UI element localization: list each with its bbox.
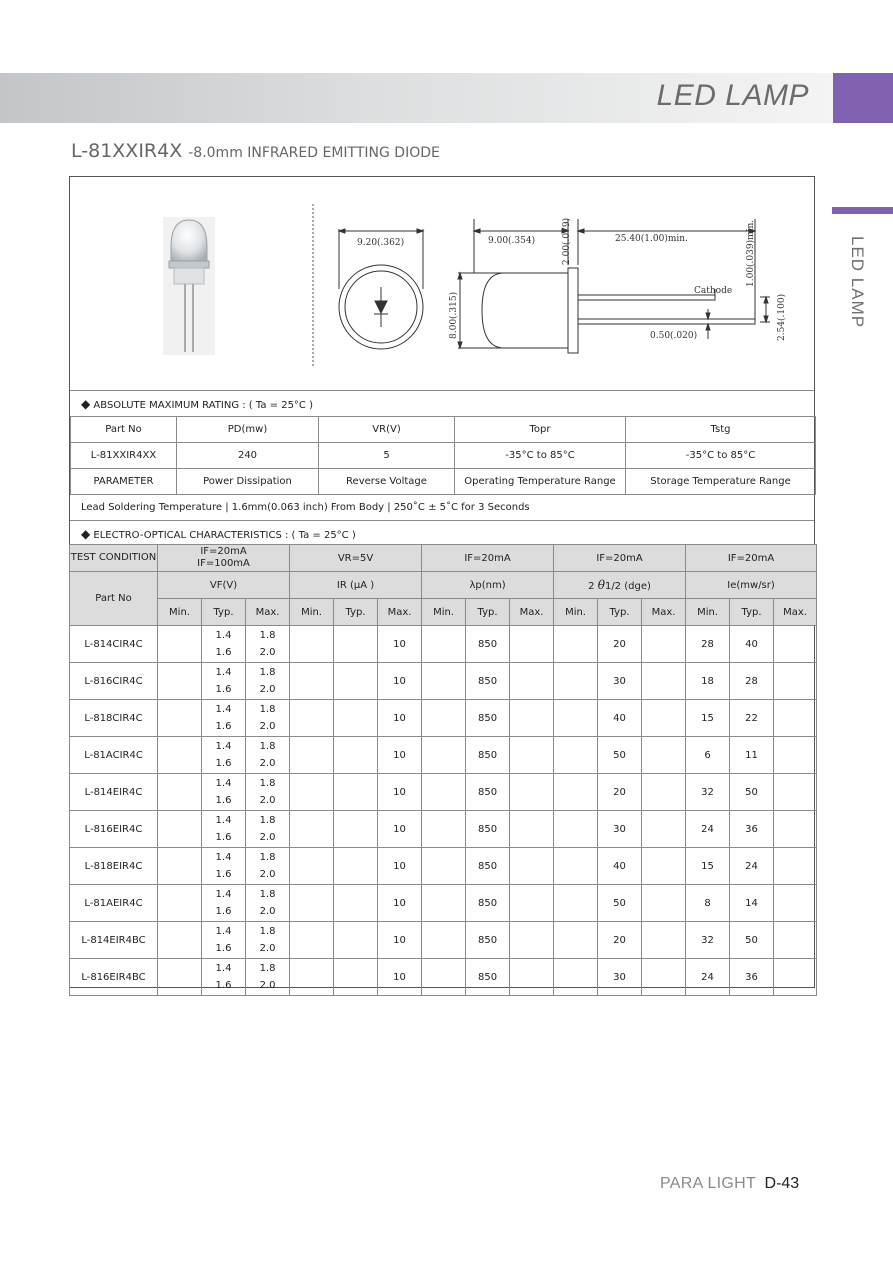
abs-value-part: L-81XXIR4XX: [71, 443, 177, 469]
eo-cell-vf-max-2: 2.0: [259, 832, 276, 843]
eo-cell-empty: [642, 737, 686, 774]
eo-cell-vf-typ-1: 1.4: [215, 778, 232, 789]
eo-cond-ir: VR=5V: [290, 545, 422, 572]
eo-cell-empty: [422, 774, 466, 811]
eo-cell-empty: [290, 922, 334, 959]
abs-param-tstg: Storage Temperature Range: [626, 469, 816, 495]
table-row: [70, 774, 817, 811]
eo-cell-lp-typ: 850: [466, 885, 510, 922]
eo-cell-empty: [642, 700, 686, 737]
eo-cell-ie-typ: 40: [730, 626, 774, 663]
eo-cell-empty: [510, 959, 554, 996]
eo-cell-ir-max: 10: [378, 626, 422, 663]
eo-sub-header: Min.: [686, 599, 730, 626]
eo-test-condition: TEST CONDITION: [70, 545, 158, 572]
dim-pitch: 2.54(.100): [777, 293, 787, 341]
table-row: [70, 811, 817, 848]
eo-group-theta-pre: 2: [588, 581, 595, 592]
eo-condition-row: [70, 545, 817, 572]
table-row: [70, 663, 817, 700]
eo-cell-vf-max-1: 1.8: [259, 815, 276, 826]
banner-accent-block: [833, 73, 893, 123]
eo-cell-ir-max: 10: [378, 959, 422, 996]
eo-cell-vf-typ-1: 1.4: [215, 741, 232, 752]
eo-cell-empty: [510, 626, 554, 663]
eo-cell-ie-min: 8: [686, 885, 730, 922]
eo-cell-vf-max-1: 1.8: [259, 704, 276, 715]
header-banner: [0, 73, 833, 123]
eo-cell-ir-max: 10: [378, 737, 422, 774]
eo-cell-vf-max: [246, 848, 290, 885]
eo-cell-empty: [510, 848, 554, 885]
eo-cell-theta-typ: 30: [598, 663, 642, 700]
eo-cell-empty: [642, 663, 686, 700]
eo-cell-part: L-818EIR4C: [70, 848, 158, 885]
eo-cell-vf-max-2: 2.0: [259, 943, 276, 954]
eo-cell-empty: [334, 848, 378, 885]
eo-cell-empty: [158, 848, 202, 885]
abs-max-param-row: [71, 469, 816, 495]
eo-cell-theta-typ: 20: [598, 922, 642, 959]
eo-cell-vf-max-2: 2.0: [259, 906, 276, 917]
abs-max-heading-text: ABSOLUTE MAXIMUM RATING : ( Ta = 25°C ): [93, 400, 313, 411]
eo-cell-empty: [554, 663, 598, 700]
eo-cell-empty: [290, 737, 334, 774]
eo-cell-ie-typ: 36: [730, 959, 774, 996]
eo-cell-empty: [422, 811, 466, 848]
eo-cell-vf-typ-2: 1.6: [215, 758, 232, 769]
eo-cell-ie-typ: 24: [730, 848, 774, 885]
eo-cell-lp-typ: 850: [466, 737, 510, 774]
eo-group-theta-post: 1/2 (dge): [604, 581, 651, 592]
eo-cell-empty: [554, 922, 598, 959]
eo-cell-empty: [422, 922, 466, 959]
eo-cell-vf-max: [246, 922, 290, 959]
eo-cell-vf-max: [246, 811, 290, 848]
eo-cell-vf-max-2: 2.0: [259, 980, 276, 991]
eo-cell-vf-max: [246, 774, 290, 811]
eo-cell-ie-min: 15: [686, 848, 730, 885]
eo-cell-theta-typ: 40: [598, 700, 642, 737]
eo-cell-empty: [774, 663, 817, 700]
eo-cell-empty: [774, 848, 817, 885]
eo-cell-ir-max: 10: [378, 922, 422, 959]
footer-page: D-43: [764, 1175, 800, 1192]
abs-value-pd: 240: [177, 443, 319, 469]
abs-max-value-row: [71, 443, 816, 469]
eo-cell-part: L-816EIR4C: [70, 811, 158, 848]
abs-value-vr: 5: [319, 443, 455, 469]
eo-cell-empty: [554, 774, 598, 811]
eo-cell-lp-typ: 850: [466, 959, 510, 996]
eo-cell-empty: [422, 663, 466, 700]
eo-cell-vf-typ: [202, 959, 246, 996]
eo-cell-empty: [510, 774, 554, 811]
eo-cell-empty: [158, 885, 202, 922]
eo-cell-vf-max-2: 2.0: [259, 684, 276, 695]
eo-cell-lp-typ: 850: [466, 700, 510, 737]
eo-cell-theta-typ: 30: [598, 959, 642, 996]
eo-cell-vf-typ: [202, 700, 246, 737]
side-accent-bar: [832, 207, 893, 214]
eo-cell-vf-typ-2: 1.6: [215, 721, 232, 732]
eo-cell-ie-min: 18: [686, 663, 730, 700]
table-row: [70, 959, 817, 996]
eo-cell-lp-typ: 850: [466, 811, 510, 848]
abs-header-part: Part No: [71, 417, 177, 443]
eo-cell-part: L-814EIR4C: [70, 774, 158, 811]
eo-group-vf: VF(V): [158, 572, 290, 599]
abs-header-topr: Topr: [455, 417, 626, 443]
eo-sub-header: Typ.: [466, 599, 510, 626]
eo-cell-lp-typ: 850: [466, 848, 510, 885]
table-row: [70, 885, 817, 922]
eo-cond-vf: [158, 545, 290, 572]
eo-cell-empty: [290, 700, 334, 737]
eo-heading-text: ELECTRO-OPTICAL CHARACTERISTICS : ( Ta = 25°C ): [93, 530, 356, 541]
eo-cell-ie-min: 28: [686, 626, 730, 663]
eo-cell-lp-typ: 850: [466, 663, 510, 700]
diamond-icon: ◆: [81, 397, 91, 411]
eo-cell-empty: [510, 663, 554, 700]
table-row: [70, 922, 817, 959]
eo-cell-part: L-818CIR4C: [70, 700, 158, 737]
eo-cell-ie-typ: 28: [730, 663, 774, 700]
eo-cell-empty: [774, 626, 817, 663]
abs-header-pd: PD(mw): [177, 417, 319, 443]
dim-height: 8.00(.315): [449, 291, 459, 339]
eo-cell-empty: [554, 848, 598, 885]
eo-cell-empty: [510, 922, 554, 959]
eo-cell-ie-min: 15: [686, 700, 730, 737]
cathode-label: Cathode: [694, 286, 733, 296]
abs-param-label: PARAMETER: [71, 469, 177, 495]
eo-cell-theta-typ: 50: [598, 737, 642, 774]
eo-cell-vf-typ: [202, 885, 246, 922]
eo-sub-header: Typ.: [334, 599, 378, 626]
eo-cell-empty: [334, 626, 378, 663]
eo-cell-empty: [642, 922, 686, 959]
title-subtitle: -8.0mm INFRARED EMITTING DIODE: [188, 145, 440, 161]
eo-cell-ir-max: 10: [378, 885, 422, 922]
eo-cell-vf-max-1: 1.8: [259, 852, 276, 863]
eo-cell-vf-max: [246, 885, 290, 922]
footer-brand: PARA LIGHT: [660, 1175, 757, 1192]
eo-cell-part: L-81ACIR4C: [70, 737, 158, 774]
eo-cell-empty: [334, 737, 378, 774]
dim-flange: 2.00(.079): [562, 217, 572, 265]
abs-max-heading: [70, 390, 814, 416]
eo-cell-empty: [422, 885, 466, 922]
eo-cell-vf-max-2: 2.0: [259, 758, 276, 769]
eo-cell-vf-typ-1: 1.4: [215, 889, 232, 900]
eo-group-theta-symbol: θ: [597, 578, 605, 592]
eo-cell-vf-typ: [202, 922, 246, 959]
eo-heading: [70, 520, 814, 546]
eo-cell-empty: [158, 737, 202, 774]
eo-cell-vf-max-2: 2.0: [259, 795, 276, 806]
eo-cell-vf-max-2: 2.0: [259, 869, 276, 880]
eo-cell-vf-typ-2: 1.6: [215, 943, 232, 954]
eo-cell-ie-min: 32: [686, 774, 730, 811]
eo-cell-empty: [554, 626, 598, 663]
eo-cell-empty: [510, 700, 554, 737]
eo-cell-theta-typ: 30: [598, 811, 642, 848]
eo-cell-empty: [422, 959, 466, 996]
eo-group-row: [70, 572, 817, 599]
eo-cell-empty: [642, 811, 686, 848]
eo-cell-empty: [774, 885, 817, 922]
eo-cell-vf-typ-1: 1.4: [215, 852, 232, 863]
eo-cell-empty: [290, 626, 334, 663]
eo-cell-empty: [774, 700, 817, 737]
solder-note: Lead Soldering Temperature | 1.6mm(0.063 inch) From Body | 250˚C ± 5˚C for 3 Seconds: [70, 494, 814, 520]
eo-cell-lp-typ: 850: [466, 626, 510, 663]
eo-sub-header: Typ.: [730, 599, 774, 626]
eo-cell-theta-typ: 20: [598, 774, 642, 811]
eo-cell-empty: [158, 626, 202, 663]
eo-group-theta: [554, 572, 686, 599]
abs-param-vr: Reverse Voltage: [319, 469, 455, 495]
eo-cell-empty: [290, 774, 334, 811]
title-part-number: L-81XXIR4X: [71, 140, 183, 162]
eo-cell-vf-typ-2: 1.6: [215, 869, 232, 880]
eo-cell-ir-max: 10: [378, 663, 422, 700]
eo-cell-part: L-814CIR4C: [70, 626, 158, 663]
eo-cell-ie-typ: 14: [730, 885, 774, 922]
diamond-icon: ◆: [81, 527, 91, 541]
eo-cell-ie-typ: 50: [730, 774, 774, 811]
eo-cell-ie-min: 6: [686, 737, 730, 774]
eo-cell-ir-max: 10: [378, 700, 422, 737]
eo-cell-vf-max-2: 2.0: [259, 721, 276, 732]
eo-part-no-header: Part No: [70, 572, 158, 626]
eo-cell-vf-max-1: 1.8: [259, 741, 276, 752]
eo-group-ie: Ie(mw/sr): [686, 572, 817, 599]
eo-cell-theta-typ: 40: [598, 848, 642, 885]
eo-cell-vf-typ-1: 1.4: [215, 815, 232, 826]
eo-cell-empty: [334, 885, 378, 922]
eo-cell-empty: [158, 700, 202, 737]
eo-cell-empty: [334, 700, 378, 737]
eo-cell-empty: [774, 959, 817, 996]
eo-cell-empty: [642, 626, 686, 663]
eo-cell-vf-typ: [202, 848, 246, 885]
eo-sub-header: Typ.: [598, 599, 642, 626]
eo-cell-empty: [290, 848, 334, 885]
eo-cell-vf-max-1: 1.8: [259, 926, 276, 937]
eo-cell-ir-max: 10: [378, 811, 422, 848]
eo-cell-empty: [158, 811, 202, 848]
eo-cell-ie-typ: 36: [730, 811, 774, 848]
eo-cell-ie-min: 24: [686, 811, 730, 848]
eo-body: [70, 626, 817, 996]
eo-cell-vf-typ-2: 1.6: [215, 980, 232, 991]
eo-cell-empty: [334, 922, 378, 959]
eo-cell-ie-typ: 11: [730, 737, 774, 774]
eo-cell-vf-typ: [202, 774, 246, 811]
eo-cell-empty: [774, 774, 817, 811]
eo-cell-empty: [158, 922, 202, 959]
side-label: LED LAMP: [848, 236, 867, 329]
abs-value-topr: -35°C to 85°C: [455, 443, 626, 469]
led-photo: [163, 217, 215, 355]
eo-cell-ir-max: 10: [378, 848, 422, 885]
eo-cell-vf-max: [246, 737, 290, 774]
eo-cell-empty: [158, 959, 202, 996]
eo-cell-vf-typ-1: 1.4: [215, 630, 232, 641]
eo-cell-vf-typ-1: 1.4: [215, 667, 232, 678]
table-row: [70, 737, 817, 774]
eo-cell-vf-typ-2: 1.6: [215, 832, 232, 843]
eo-cell-empty: [158, 663, 202, 700]
eo-cell-empty: [774, 811, 817, 848]
eo-cell-vf-typ-1: 1.4: [215, 963, 232, 974]
eo-cell-empty: [334, 959, 378, 996]
banner-title: LED LAMP: [656, 79, 809, 112]
eo-sub-header: Max.: [378, 599, 422, 626]
dim-min: 1.00(.039)min.: [746, 219, 756, 287]
table-row: [70, 700, 817, 737]
eo-cell-ir-max: 10: [378, 774, 422, 811]
eo-cond-lp: IF=20mA: [422, 545, 554, 572]
eo-cell-empty: [510, 811, 554, 848]
eo-cell-vf-max-1: 1.8: [259, 778, 276, 789]
eo-cell-lp-typ: 850: [466, 922, 510, 959]
eo-sub-header-row: [70, 599, 817, 626]
eo-cell-vf-typ-2: 1.6: [215, 684, 232, 695]
eo-cell-vf-max-1: 1.8: [259, 889, 276, 900]
eo-cell-empty: [642, 774, 686, 811]
eo-cell-theta-typ: 50: [598, 885, 642, 922]
eo-cell-vf-max-1: 1.8: [259, 667, 276, 678]
eo-sub-header: Min.: [290, 599, 334, 626]
eo-cell-vf-typ-2: 1.6: [215, 906, 232, 917]
eo-cell-vf-typ: [202, 811, 246, 848]
eo-cell-empty: [642, 959, 686, 996]
eo-cell-vf-typ: [202, 626, 246, 663]
eo-cell-part: L-816EIR4BC: [70, 959, 158, 996]
eo-cell-empty: [554, 737, 598, 774]
abs-param-pd: Power Dissipation: [177, 469, 319, 495]
eo-cell-empty: [422, 737, 466, 774]
eo-sub-header: Max.: [642, 599, 686, 626]
eo-cell-vf-max-1: 1.8: [259, 630, 276, 641]
eo-cell-part: L-81AEIR4C: [70, 885, 158, 922]
eo-cell-empty: [334, 774, 378, 811]
table-row: [70, 626, 817, 663]
abs-max-table: [70, 416, 816, 495]
eo-cell-part: L-814EIR4BC: [70, 922, 158, 959]
eo-cond-vf-1: IF=20mA: [200, 546, 247, 557]
dim-body-dia: 9.00(.354): [488, 236, 536, 246]
footer: [660, 1175, 799, 1193]
table-row: [70, 848, 817, 885]
eo-cell-vf-typ-2: 1.6: [215, 795, 232, 806]
dim-lead: 0.50(.020): [650, 331, 698, 341]
abs-header-vr: VR(V): [319, 417, 455, 443]
eo-cell-empty: [510, 737, 554, 774]
eo-cell-empty: [422, 848, 466, 885]
eo-cell-ie-typ: 50: [730, 922, 774, 959]
eo-cell-ie-min: 32: [686, 922, 730, 959]
eo-cell-vf-max-2: 2.0: [259, 647, 276, 658]
eo-cell-vf-max: [246, 959, 290, 996]
eo-cell-empty: [774, 922, 817, 959]
abs-header-tstg: Tstg: [626, 417, 816, 443]
eo-cell-empty: [334, 663, 378, 700]
eo-sub-header: Min.: [554, 599, 598, 626]
eo-sub-header: Typ.: [202, 599, 246, 626]
eo-cell-vf-typ-1: 1.4: [215, 926, 232, 937]
eo-cell-empty: [334, 811, 378, 848]
eo-sub-header: Min.: [158, 599, 202, 626]
eo-cell-empty: [774, 737, 817, 774]
eo-group-lp: λp(nm): [422, 572, 554, 599]
abs-param-topr: Operating Temperature Range: [455, 469, 626, 495]
eo-cell-vf-max: [246, 663, 290, 700]
abs-value-tstg: -35°C to 85°C: [626, 443, 816, 469]
eo-cell-empty: [422, 626, 466, 663]
eo-sub-header: Min.: [422, 599, 466, 626]
dim-front-dia: 9.20(.362): [357, 238, 405, 248]
eo-cell-empty: [510, 885, 554, 922]
eo-cell-empty: [554, 700, 598, 737]
eo-sub-header: Max.: [774, 599, 817, 626]
eo-cell-empty: [290, 959, 334, 996]
eo-table: [69, 544, 817, 996]
eo-cell-empty: [290, 663, 334, 700]
eo-cell-empty: [554, 959, 598, 996]
eo-cell-empty: [290, 811, 334, 848]
eo-cond-vf-2: IF=100mA: [197, 558, 250, 569]
dim-lead-length: 25.40(1.00)min.: [615, 234, 688, 244]
abs-max-header-row: [71, 417, 816, 443]
outline-drawing: [70, 177, 814, 390]
eo-cell-empty: [158, 774, 202, 811]
eo-cond-theta: IF=20mA: [554, 545, 686, 572]
eo-cell-vf-typ-1: 1.4: [215, 704, 232, 715]
eo-sub-header: Max.: [246, 599, 290, 626]
eo-cond-ie: IF=20mA: [686, 545, 817, 572]
eo-cell-vf-max: [246, 700, 290, 737]
eo-cell-empty: [554, 811, 598, 848]
eo-cell-empty: [642, 885, 686, 922]
eo-cell-vf-max: [246, 626, 290, 663]
eo-cell-empty: [422, 700, 466, 737]
eo-cell-ie-min: 24: [686, 959, 730, 996]
eo-group-ir: IR (μA ): [290, 572, 422, 599]
spec-frame: [69, 176, 815, 991]
eo-cell-theta-typ: 20: [598, 626, 642, 663]
eo-cell-vf-max-1: 1.8: [259, 963, 276, 974]
eo-cell-empty: [554, 885, 598, 922]
eo-cell-empty: [642, 848, 686, 885]
eo-cell-empty: [290, 885, 334, 922]
eo-cell-vf-typ-2: 1.6: [215, 647, 232, 658]
eo-cell-vf-typ: [202, 663, 246, 700]
eo-sub-header: Max.: [510, 599, 554, 626]
eo-cell-lp-typ: 850: [466, 774, 510, 811]
page-title: [71, 140, 440, 162]
eo-cell-part: L-816CIR4C: [70, 663, 158, 700]
eo-cell-ie-typ: 22: [730, 700, 774, 737]
eo-cell-vf-typ: [202, 737, 246, 774]
